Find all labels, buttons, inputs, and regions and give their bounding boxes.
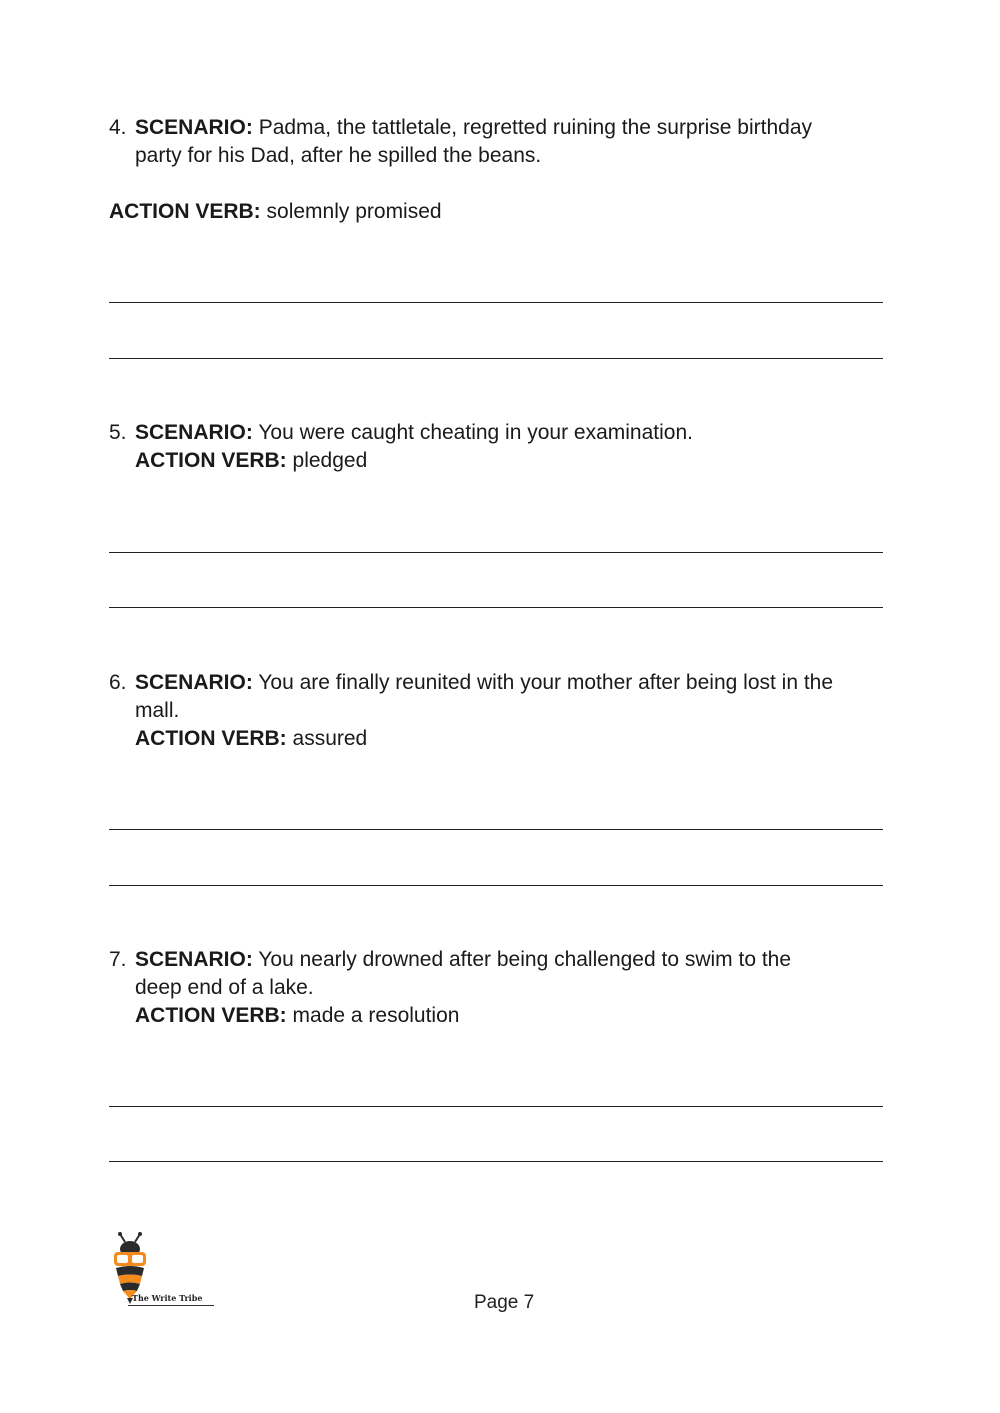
answer-line[interactable] bbox=[109, 607, 883, 608]
scenario-text bbox=[135, 946, 791, 974]
scenario-label: SCENARIO: bbox=[135, 116, 253, 139]
scenario-line-1: You were caught cheating in your examination. bbox=[258, 421, 693, 444]
scenario-label: SCENARIO: bbox=[135, 421, 253, 444]
action-verb-label: ACTION VERB: bbox=[109, 200, 261, 223]
action-verb bbox=[135, 725, 367, 753]
answer-line[interactable] bbox=[109, 1161, 883, 1162]
scenario-label: SCENARIO: bbox=[135, 948, 253, 971]
scenario-text bbox=[135, 669, 833, 697]
answer-line[interactable] bbox=[109, 829, 883, 830]
scenario-text bbox=[135, 114, 812, 142]
action-verb-value: pledged bbox=[292, 449, 368, 472]
scenario-line-2: party for his Dad, after he spilled the beans. bbox=[135, 144, 542, 167]
scenario-line-1: You nearly drowned after being challenged to swim to the bbox=[258, 948, 792, 971]
question-number: 5. bbox=[109, 421, 127, 444]
question-number: 4. bbox=[109, 116, 127, 139]
scenario-line-2: deep end of a lake. bbox=[135, 976, 314, 999]
scenario-label: SCENARIO: bbox=[135, 671, 253, 694]
answer-line[interactable] bbox=[109, 552, 883, 553]
action-verb-value: solemnly promised bbox=[266, 200, 442, 223]
page-number: Page 7 bbox=[474, 1292, 535, 1313]
action-verb-label: ACTION VERB: bbox=[135, 727, 287, 750]
answer-line[interactable] bbox=[109, 1106, 883, 1107]
question-number: 7. bbox=[109, 948, 127, 971]
action-verb-value: made a resolution bbox=[292, 1004, 460, 1027]
question-number: 6. bbox=[109, 671, 127, 694]
logo-text: The Write Tribe bbox=[132, 1293, 203, 1303]
action-verb-label: ACTION VERB: bbox=[135, 449, 287, 472]
scenario-text bbox=[135, 419, 693, 447]
answer-line[interactable] bbox=[109, 358, 883, 359]
answer-line[interactable] bbox=[109, 885, 883, 886]
logo-underline bbox=[128, 1305, 214, 1306]
scenario-line-1: Padma, the tattletale, regretted ruining the surprise birthday bbox=[258, 116, 812, 139]
action-verb bbox=[135, 1002, 459, 1030]
answer-line[interactable] bbox=[109, 302, 883, 303]
action-verb-value: assured bbox=[292, 727, 368, 750]
action-verb bbox=[109, 198, 442, 226]
action-verb-label: ACTION VERB: bbox=[135, 1004, 287, 1027]
scenario-line-1: You are finally reunited with your mother after being lost in the bbox=[258, 671, 834, 694]
action-verb bbox=[135, 447, 367, 475]
scenario-line-2: mall. bbox=[135, 699, 180, 722]
